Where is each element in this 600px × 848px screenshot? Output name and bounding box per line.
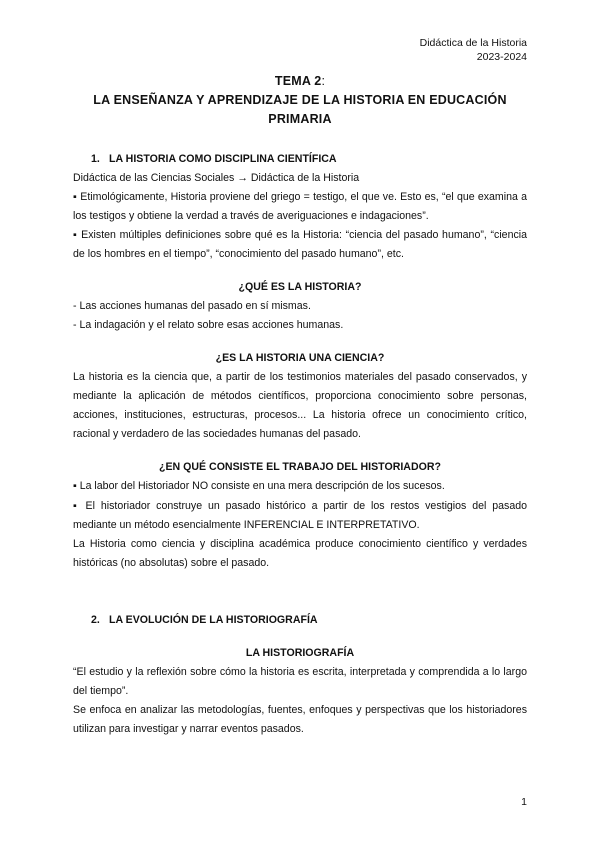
document-title [73, 72, 527, 129]
section-2-number: 2. [91, 613, 100, 626]
title-colon: : [321, 74, 326, 88]
historiador-heading: ¿EN QUÉ CONSISTE EL TRABAJO DEL HISTORIADOR? [159, 461, 441, 474]
que-es-item: - Las acciones humanas del pasado en sí mismas. [73, 299, 311, 312]
historiador-bullet-1: ▪ La labor del Historiador NO consiste en una mera descripción de los sucesos. [73, 480, 445, 493]
section-1-number: 1. [91, 153, 100, 165]
document-body [73, 150, 527, 739]
section-2-title: LA EVOLUCIÓN DE LA HISTORIOGRAFÍA [109, 613, 318, 626]
etimologia-bullet: ▪ Etimológicamente, Historia proviene del griego = testigo, el que ve. Esto es, “el que examina a los testigos y obtiene la verdad a través de averiguaciones e indagaciones”. [73, 191, 527, 223]
definiciones-bullet: ▪ Existen múltiples definiciones sobre qué es la Historia: “ciencia del pasado humano”, “ciencia de los hombres en el tiempo”, “conocimiento del pasado humano”, etc. [73, 229, 527, 261]
header-course: Didáctica de la Historia [419, 37, 527, 49]
historiador-bullet-2: ▪ El historiador construye un pasado histórico a partir de los restos vestigios del pasado mediante un método esencialmente INFERENCIAL E INTERPRETATIVO. [73, 499, 527, 531]
section-1-title: LA HISTORIA COMO DISCIPLINA CIENTÍFICA [109, 153, 337, 165]
historiografia-paragraph: Se enfoca en analizar las metodologías, fuentes, enfoques y perspectivas que los historiadores utilizan para investigar y narrar eventos pasados. [73, 704, 527, 736]
historiografia-quote: “El estudio y la reflexión sobre cómo la historia es escrita, interpretada y comprendida a lo largo del tiempo”. [73, 666, 527, 698]
ciencia-paragraph: La historia es la ciencia que, a partir de los testimonios materiales del pasado conservados, y mediante la aplicación de métodos científicos, proporciona conocimiento sobre personas, acciones, instituciones, estructuras, procesos... La historia ofrece un conocimiento crítico, racional y verdadero de las sociedades humanas del pasado. [73, 370, 527, 441]
page-header [420, 36, 527, 64]
historiografia-heading: LA HISTORIOGRAFÍA [245, 646, 355, 659]
title-tema: TEMA 2 [274, 74, 322, 88]
header-year: 2023-2024 [476, 51, 527, 63]
title-tema-line [73, 72, 527, 91]
title-line-2: PRIMARIA [268, 112, 332, 126]
didactica-line: Didáctica de las Ciencias Sociales → Didáctica de la Historia [73, 172, 360, 185]
que-es-item: - La indagación y el relato sobre esas acciones humanas. [73, 318, 344, 331]
que-es-heading: ¿QUÉ ES LA HISTORIA? [238, 280, 362, 293]
section-1-heading [73, 150, 527, 169]
section-2-heading [73, 611, 527, 630]
historiador-paragraph: La Historia como ciencia y disciplina académica produce conocimiento científico y verdades históricas (no absolutas) sobre el pasado. [73, 537, 527, 569]
ciencia-heading: ¿ES LA HISTORIA UNA CIENCIA? [215, 351, 385, 364]
title-line-1: LA ENSEÑANZA Y APRENDIZAJE DE LA HISTORIA EN EDUCACIÓN [93, 93, 507, 107]
page-number: 1 [521, 796, 527, 808]
